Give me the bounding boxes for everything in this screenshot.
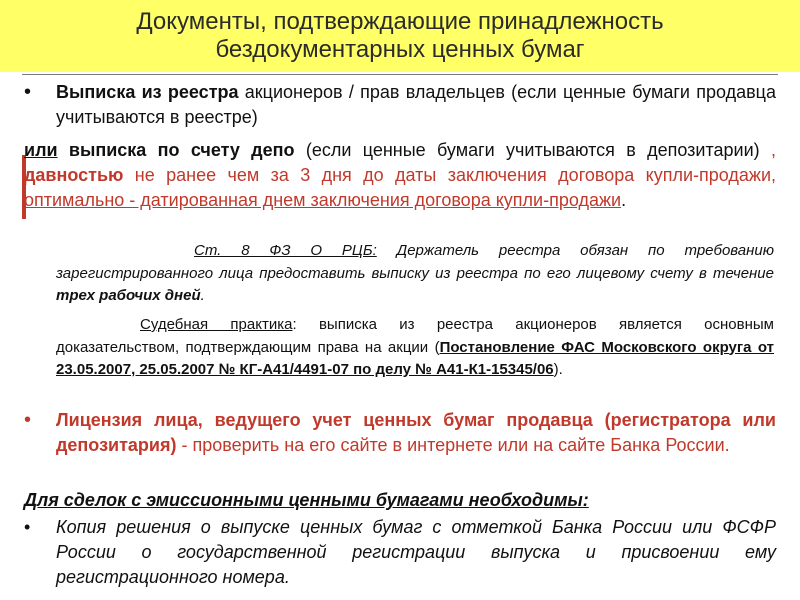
law-text: Держатель реестра обязан по требованию зарегистрированного лица предоставить выписку из реестра по его лицевому счету в течение <box>56 242 775 282</box>
law-reference: Ст. 8 ФЗ О РЦБ: <box>194 242 377 259</box>
term-age: давностью <box>24 165 124 185</box>
depo-extract-end: . <box>621 190 627 210</box>
bullet-icon: • <box>24 409 32 431</box>
term-license: Лицензия лица, ведущего учет ценных бумаг продавца (регистратора или депозитария) <box>56 410 776 455</box>
term-three-days: трех рабочих дней <box>56 287 201 304</box>
paragraph-law-reference <box>56 240 774 308</box>
bullet-icon: • <box>24 517 31 537</box>
paragraph-court-practice <box>56 314 774 382</box>
law-end: . <box>200 287 205 304</box>
court-practice-end: ). <box>553 361 563 378</box>
section-heading-emission: Для сделок с эмиссионными ценными бумагами необходимы: <box>24 490 589 510</box>
paragraph-license <box>56 408 776 458</box>
paragraph-depo-extract <box>24 138 776 213</box>
title-divider <box>22 74 778 75</box>
optimal-date-text: оптимально - датированная днем заключения договора купли-продажи <box>24 190 622 210</box>
depo-extract-text: (если ценные бумаги учитываются в депозитарии) <box>294 140 771 160</box>
age-text: не ранее чем за 3 дня до даты заключения договора купли-продажи, <box>123 165 776 185</box>
court-practice-text: : выписка из реестра акционеров является основным доказательством, подтверждающим права на акции ( <box>56 316 774 356</box>
paragraph-extract-registry <box>56 80 776 130</box>
slide-title <box>0 0 800 72</box>
bullet-icon: • <box>24 81 32 103</box>
registry-extract-text: акционеров / прав владельцев (если ценные бумаги продавца учитываются в реестре) <box>56 82 776 127</box>
license-text: - проверить на его сайте в интернете или на сайте Банка России. <box>176 435 730 455</box>
title-line-1: Документы, подтверждающие принадлежность <box>136 8 664 35</box>
term-depo-extract: выписка по счету депо <box>57 140 295 160</box>
term-court-practice: Судебная практика <box>140 316 293 333</box>
term-or: или <box>24 140 58 160</box>
term-registry-extract: Выписка из реестра <box>56 82 239 102</box>
age-comma: , <box>770 140 776 160</box>
title-line-2: бездокументарных ценных бумаг <box>215 36 585 63</box>
paragraph-issue-decision: Копия решения о выпуске ценных бумаг с отметкой Банка России или ФСФР России о государственной регистрации выпуска и присвоении ему регистрационного номера. <box>56 517 776 587</box>
court-ruling-link[interactable]: Постановление ФАС Московского округа от 23.05.2007, 25.05.2007 № КГ-А41/4491-07 по делу № А41-К1-15345/06 <box>56 338 774 378</box>
